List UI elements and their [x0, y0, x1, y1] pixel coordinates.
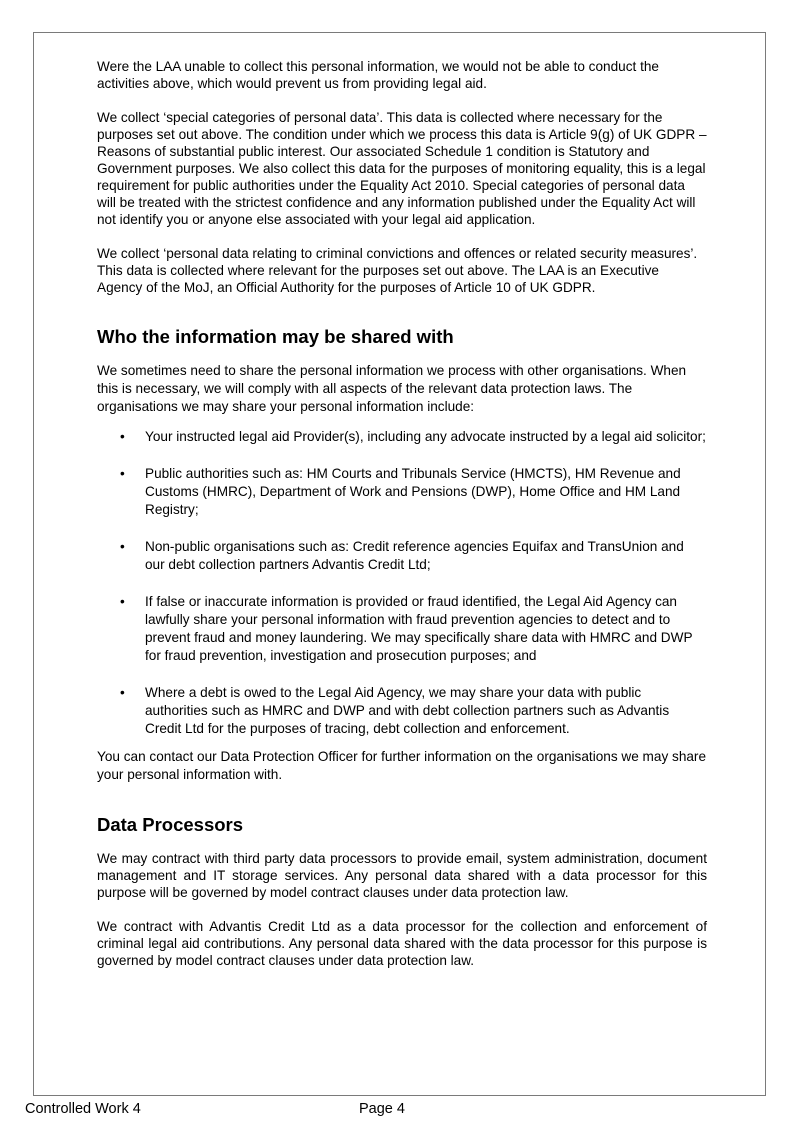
list-item	[97, 538, 707, 574]
paragraph: Were the LAA unable to collect this personal information, we would not be able to conduct the activities above, which would prevent us from providing legal aid.	[97, 59, 659, 91]
list-item	[97, 428, 707, 446]
list-item	[97, 684, 707, 738]
paragraph: We may contract with third party data processors to provide email, system administration, document management and IT storage services. Any personal data shared with a data processor for this purpose will be governed by model contract clauses under data protection law.	[97, 851, 707, 900]
footer-form-label: Controlled Work 4	[25, 1101, 141, 1117]
sharing-list	[97, 428, 707, 738]
bullet-glyph: •	[120, 685, 125, 700]
section-heading-sharing: Who the information may be shared with	[97, 326, 454, 347]
footer-page-number: Page 4	[359, 1101, 405, 1117]
list-item-text: Your instructed legal aid Provider(s), including any advocate instructed by a legal aid solicitor;	[145, 429, 706, 444]
section-heading-processors: Data Processors	[97, 814, 244, 835]
bullet-glyph: •	[120, 594, 125, 609]
list-item-text: Where a debt is owed to the Legal Aid Agency, we may share your data with public authorities such as HMRC and DWP and with debt collection partners such as Advantis Credit Ltd for the purposes of tracing, debt collection and enforcement.	[145, 685, 670, 736]
sharing-intro: We sometimes need to share the personal information we process with other organisations. When this is necessary, we will comply with all aspects of the relevant data protection laws. The organisations we may share your personal information include:	[97, 363, 687, 414]
sharing-closing: You can contact our Data Protection Officer for further information on the organisations we may share your personal information with.	[97, 749, 707, 782]
list-item-text: If false or inaccurate information is provided or fraud identified, the Legal Aid Agency can lawfully share your personal information with fraud prevention agencies to detect and to prevent fraud and money laundering. We may specifically share data with HMRC and DWP for fraud prevention, investigation and prosecution purposes; and	[145, 594, 693, 663]
bullet-glyph: •	[120, 539, 125, 554]
list-item	[97, 593, 707, 665]
bullet-glyph: •	[120, 429, 125, 444]
paragraph: We collect ‘special categories of personal data’. This data is collected where necessary for the purposes set out above. The condition under which we process this data is Article 9(g) of UK GDPR – Reasons of substantial public interest. Our associated Schedule 1 condition is Statutory and Government purposes. We also collect this data for the purposes of monitoring equality, this is a legal requirement for public authorities under the Equality Act 2010. Special categories of personal data will be treated with the strictest confidence and any information published under the Equality Act will not identify you or anyone else associated with your legal aid application.	[97, 110, 707, 227]
document-body	[97, 58, 707, 969]
paragraph: We collect ‘personal data relating to criminal convictions and offences or related security measures’. This data is collected where relevant for the purposes set out above. The LAA is an Executive Agency of the MoJ, an Official Authority for the purposes of Article 10 of UK GDPR.	[97, 246, 698, 295]
list-item	[97, 465, 707, 519]
bullet-glyph: •	[120, 466, 125, 481]
list-item-text: Public authorities such as: HM Courts and Tribunals Service (HMCTS), HM Revenue and Customs (HMRC), Department of Work and Pensions (DWP), Home Office and HM Land Registry;	[145, 466, 681, 517]
list-item-text: Non-public organisations such as: Credit reference agencies Equifax and TransUnion and our debt collection partners Advantis Credit Ltd;	[145, 539, 684, 572]
paragraph: We contract with Advantis Credit Ltd as a data processor for the collection and enforcement of criminal legal aid contributions. Any personal data shared with the data processor for this purpose is governed by model contract clauses under data protection law.	[97, 919, 707, 968]
